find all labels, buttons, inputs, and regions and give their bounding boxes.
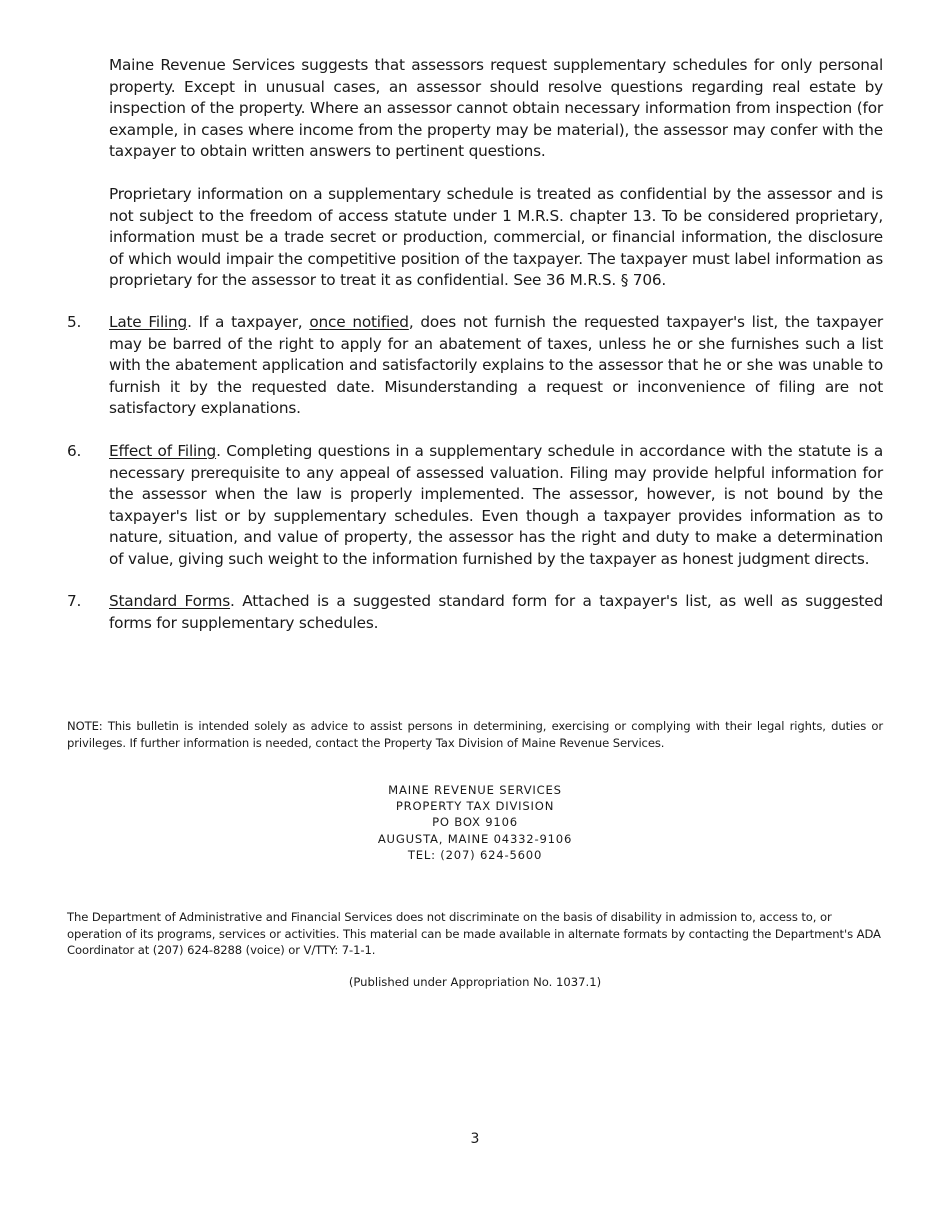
address-line-division: PROPERTY TAX DIVISION	[395, 799, 555, 814]
item-heading-late-filing: Late Filing	[109, 313, 188, 331]
item-number: 5.	[67, 313, 82, 331]
item-body: Late Filing. If a taxpayer, once notified, does not furnish the requested taxpayer's list, the taxpayer may be barred of the right to apply for an abatement of taxes, unless he or she furnishes such a list with the abatement application and satisfactorily explains to the assessor that he or she was unable to furnish it by the requested date. Misunderstanding a request or inconvenience of filing are not satisfactory explanations.	[109, 313, 883, 417]
item-body: Standard Forms. Attached is a suggested standard form for a taxpayer's list, as well as suggested forms for supplementary schedules.	[109, 592, 884, 632]
bulletin-note: NOTE: This bulletin is intended solely as advice to assist persons in determining, exercising or complying with their legal rights, duties or privileges. If further information is needed, contact the Property Tax Division of Maine Revenue Services.	[67, 719, 883, 750]
paragraph-proprietary-information: Proprietary information on a supplementary schedule is treated as confidential by the assessor and is not subject to the freedom of access statute under 1 M.R.S. chapter 13. To be considered proprietary, information must be a trade secret or production, commercial, or financial information, the disclosure of which would impair the competitive position of the taxpayer. The taxpayer must label information as proprietary for the assessor to treat it as confidential. See 36 M.R.S. § 706.	[109, 185, 883, 289]
page-number: 3	[470, 1131, 480, 1147]
list-item-late-filing	[67, 312, 883, 420]
item-heading-effect-of-filing: Effect of Filing	[109, 442, 217, 460]
publication-note: (Published under Appropriation No. 1037.1)	[348, 975, 602, 989]
ada-statement: The Department of Administrative and Financial Services does not discriminate on the basis of disability in admission to, access to, or operation of its programs, services or activities. This material can be made available in alternate formats by contacting the Department's ADA Coordinator at (207) 624-8288 (voice) or V/TTY: 7-1-1.	[67, 910, 881, 957]
item-heading-standard-forms: Standard Forms	[109, 592, 231, 610]
contact-address-block	[0, 782, 950, 863]
underlined-once-notified: once notified	[309, 313, 409, 331]
address-line-city: AUGUSTA, MAINE 04332-9106	[377, 831, 573, 846]
item-number: 6.	[67, 442, 82, 460]
address-line-po-box: PO BOX 9106	[432, 815, 518, 830]
address-line-phone: TEL: (207) 624-5600	[407, 847, 543, 862]
item-body: Effect of Filing. Completing questions in a supplementary schedule in accordance with the statute is a necessary prerequisite to any appeal of assessed valuation. Filing may provide helpful information for the assessor when the law is properly implemented. The assessor, however, is not bound by the taxpayer's list or by supplementary schedules. Even though a taxpayer provides information as to nature, situation, and value of property, the assessor has the right and duty to make a determination of value, giving such weight to the information furnished by the taxpayer as honest judgment directs.	[109, 442, 883, 568]
address-line-agency: MAINE REVENUE SERVICES	[388, 783, 562, 797]
paragraph-supplementary-schedules: Maine Revenue Services suggests that assessors request supplementary schedules for only personal property. Except in unusual cases, an assessor should resolve questions regarding real estate by inspection of the property. Where an assessor cannot obtain necessary information from inspection (for example, in cases where income from the property may be material), the assessor may confer with the taxpayer to obtain written answers to pertinent questions.	[109, 56, 883, 160]
list-item-effect-of-filing	[67, 441, 883, 570]
list-item-standard-forms	[67, 591, 883, 634]
item-number: 7.	[67, 592, 82, 610]
